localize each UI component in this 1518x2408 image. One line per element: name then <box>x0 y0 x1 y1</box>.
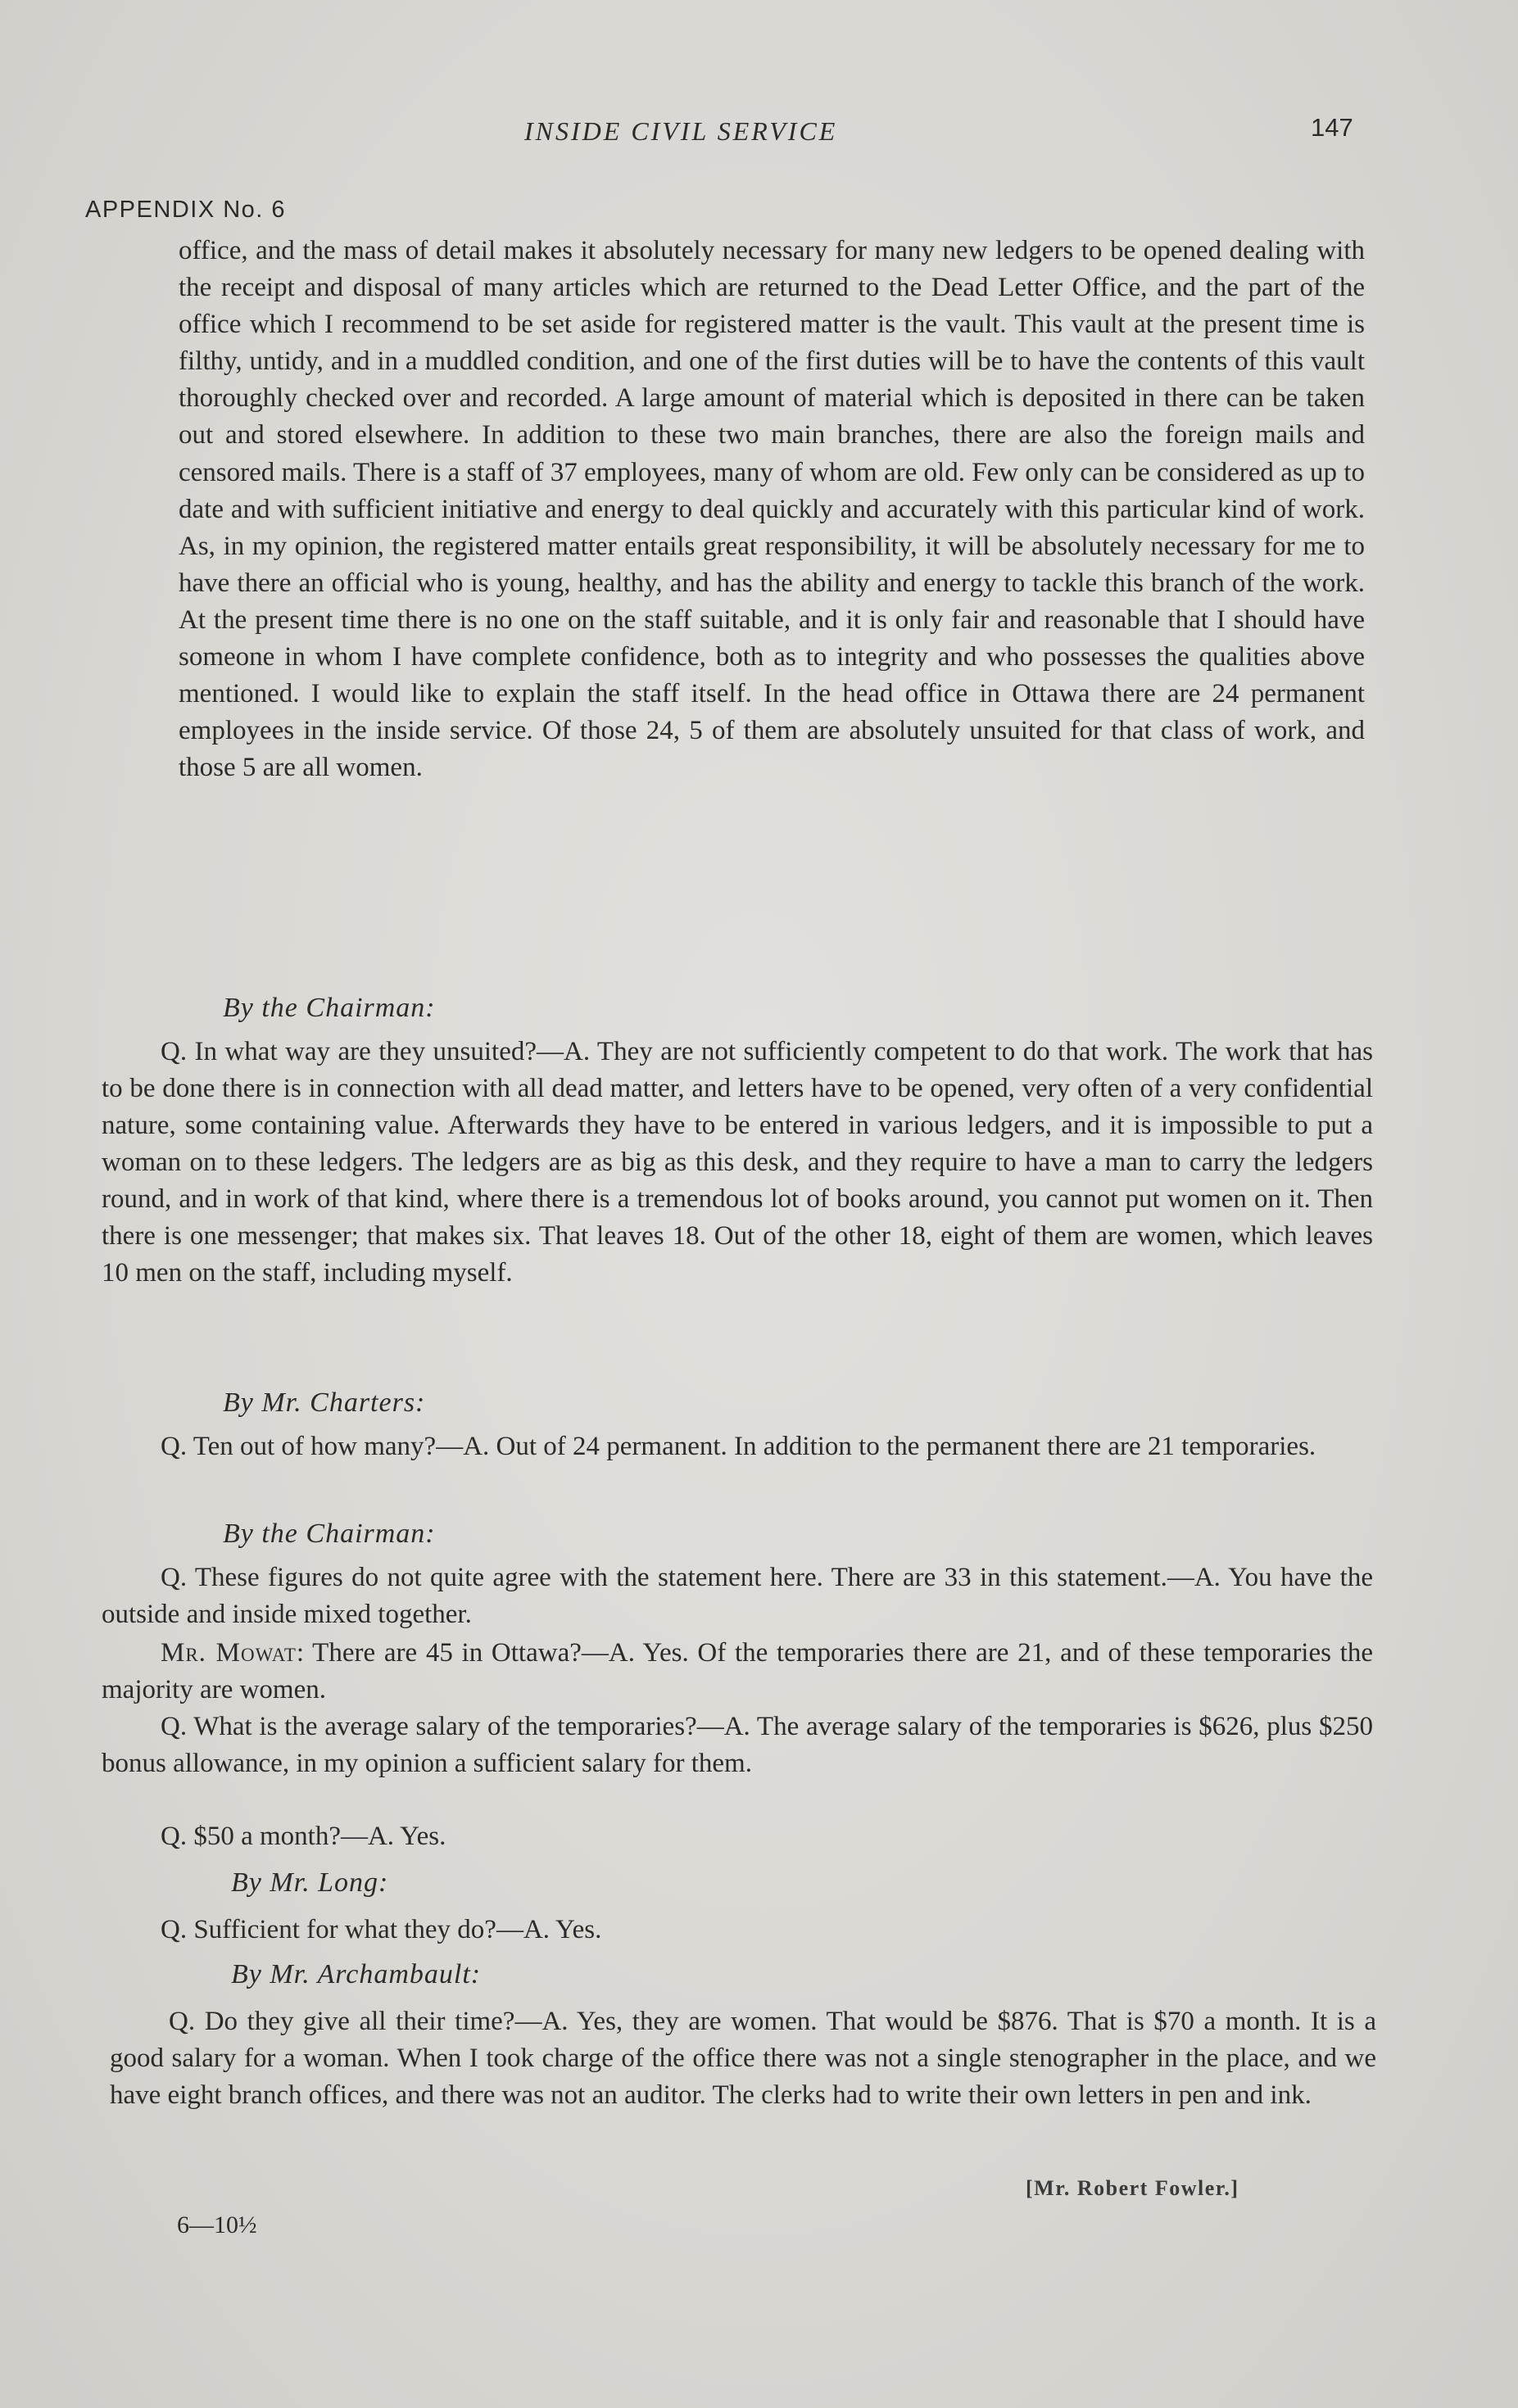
speaker-attribution: [Mr. Robert Fowler.] <box>1026 2176 1239 2200</box>
appendix-label: APPENDIX No. 6 <box>85 197 287 223</box>
qa-paragraph: Q. In what way are they unsuited?—A. They are not sufficiently competent to do that work. The work that has to be done there is in connection with all dead matter, and letters have to be opened, very often of a very confidential nature, some containing value. Afterwards they have to be entered in various ledgers, and it is impossible to put a woman on to these ledgers. The ledgers are as big as this desk, and they require to have a man to carry the ledgers round, and in work of that kind, where there is a tremendous lot of books around, you cannot put women on it. Then there is one messenger; that makes six. That leaves 18. Out of the other 18, eight of them are women, which leaves 10 men on the staff, including myself. <box>102 1037 1373 1288</box>
speaker-heading-long: By Mr. Long: <box>231 1867 389 1898</box>
qa-paragraph: Q. $50 a month?—A. Yes. <box>161 1822 446 1851</box>
qa-paragraph: Q. What is the average salary of the temporaries?—A. The average salary of the temporaries is $626, plus $250 bonus allowance, in my opinion a sufficient salary for them. <box>102 1712 1373 1778</box>
speaker-name-mowat: Mr. Mowat <box>161 1638 297 1668</box>
qa-text: : There are 45 in Ottawa?—A. Yes. Of the temporaries there are 21, and of these temporaries the majority are women. <box>102 1638 1373 1704</box>
speaker-heading-charters: By Mr. Charters: <box>223 1387 426 1418</box>
qa-paragraph: Q. These figures do not quite agree with the statement here. There are 33 in this statement.—A. You have the outside and inside mixed together. <box>102 1563 1373 1629</box>
page-number: 147 <box>1311 113 1353 142</box>
qa-paragraph: Q. Do they give all their time?—A. Yes, they are women. That would be $876. That is $70 a month. It is a good salary for a woman. When I took charge of the office there was not a single stenographer in the place, and we have eight branch offices, and there was not an auditor. The clerks had to write their own letters in pen and ink. <box>110 2007 1376 2110</box>
signature-mark: 6—10½ <box>177 2211 257 2238</box>
speaker-heading-chairman: By the Chairman: <box>223 1519 436 1549</box>
speaker-heading-archambault: By Mr. Archambault: <box>231 1959 482 1989</box>
qa-paragraph: Q. Ten out of how many?—A. Out of 24 permanent. In addition to the permanent there are 21 temporaries. <box>161 1432 1316 1461</box>
continuation-paragraph: office, and the mass of detail makes it absolutely necessary for many new ledgers to be opened dealing with the receipt and disposal of many articles which are returned to the Dead Letter Office, and the part of the office which I recommend to be set aside for registered matter is the vault. This vault at the present time is filthy, untidy, and in a muddled condition, and one of the first duties will be to have the contents of this vault thoroughly checked over and recorded. A large amount of material which is deposited in there can be taken out and stored elsewhere. In addition to these two main branches, there are also the foreign mails and censored mails. There is a staff of 37 employees, many of whom are old. Few only can be considered as up to date and with sufficient initiative and energy to deal quickly and accurately with this particular kind of work. As, in my opinion, the registered matter entails great responsibility, it will be absolutely necessary for me to have there an official who is young, healthy, and has the ability and energy to tackle this branch of the work. At the present time there is no one on the staff suitable, and it is only fair and reasonable that I should have someone in whom I have complete confidence, both as to integrity and who possesses the qualities above mentioned. I would like to explain the staff itself. In the head office in Ottawa there are 24 permanent employees in the inside service. Of those 24, 5 of them are absolutely unsuited for that class of work, and those 5 are all women. <box>179 236 1365 783</box>
qa-paragraph-mowat <box>102 1635 1373 1709</box>
running-header: INSIDE CIVIL SERVICE <box>524 116 838 146</box>
speaker-heading-chairman: By the Chairman: <box>223 993 436 1023</box>
qa-paragraph: Q. Sufficient for what they do?—A. Yes. <box>161 1915 602 1944</box>
